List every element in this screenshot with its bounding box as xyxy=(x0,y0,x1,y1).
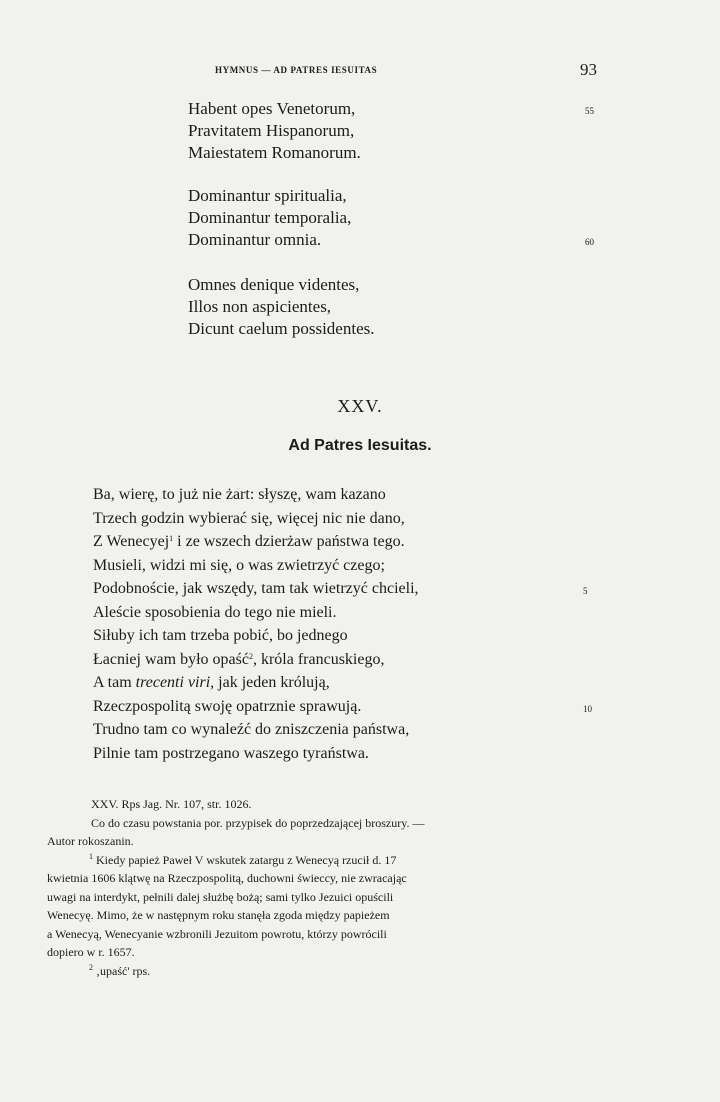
footnote-1-line: kwietnia 1606 klątwę na Rzeczpospolitą, duchowni świeccy, nie zwracając xyxy=(47,871,407,885)
line-number: 5 xyxy=(583,586,588,596)
footnote-ref: 1 xyxy=(169,534,174,543)
verse-line: Habent opes Venetorum, 55 xyxy=(188,98,608,120)
hymn-stanza xyxy=(188,98,608,164)
page-number: 93 xyxy=(580,60,597,79)
poem-line: A tam trecenti viri, jak jeden królują, xyxy=(93,674,330,691)
date-note-cont: Autor rokoszanin. xyxy=(47,834,134,848)
hymn-stanza xyxy=(188,274,608,340)
verse-line: Pravitatem Hispanorum, xyxy=(188,121,355,140)
line-number: 60 xyxy=(585,237,594,247)
date-note: Co do czasu powstania por. przypisek do poprzedzającej broszury. — xyxy=(91,815,425,830)
italic-phrase: trecenti viri, xyxy=(135,674,215,691)
verse-line: Dicunt caelum possidentes. xyxy=(188,319,375,338)
poem-line: Aleście sposobienia do tego nie mieli. xyxy=(93,603,337,621)
footnote-1-line: uwagi na interdykt, pełnili dalej służbę bożą; sami tylko Jezuici opuścili xyxy=(47,889,394,904)
footnote-1-line: a Wenecyą, Wenecyanie wzbronili Jezuitom powrotu, którzy powrócili xyxy=(47,926,387,941)
verse-line: Omnes denique videntes, xyxy=(188,275,360,294)
poem-line: Trzech godzin wybierać się, więcej nic nie dano, xyxy=(93,509,405,527)
verse-line: Illos non aspicientes, xyxy=(188,297,332,316)
line-number: 55 xyxy=(585,106,594,116)
footnote-1-line: dopiero w r. 1657. xyxy=(47,945,135,959)
poem-line: Ba, wierę, to już nie żart: słyszę, wam kazano xyxy=(93,486,386,503)
source-note: XXV. Rps Jag. Nr. 107, str. 1026. xyxy=(91,797,252,811)
poem-line: Z Wenecyej$^1$ i ze wszech dzierżaw państwa tego. xyxy=(93,533,405,550)
poem-title: Ad Patres Iesuitas. xyxy=(288,437,432,454)
poem-line: Siłuby ich tam trzeba pobić, bo jednego xyxy=(93,627,348,644)
verse-line: Maiestatem Romanorum. xyxy=(188,143,361,162)
running-head xyxy=(0,60,720,82)
poem-line: Musieli, widzi mi się, o was zwietrzyć czego; xyxy=(93,556,385,574)
poem-line: Podobnoście, jak wszędy, tam tak wietrzyć chcieli, 5 xyxy=(93,577,613,601)
footnote-mark: 1 xyxy=(89,851,93,861)
poem-line: Łacniej wam było opaść$^2$, króla francuskiego, xyxy=(93,650,385,668)
footnote-1: $^1$ Kiedy papież Paweł V wskutek zatargu z Wenecyą rzucił d. 17 xyxy=(89,851,397,867)
verse-line: Dominantur temporalia, xyxy=(188,208,352,227)
poem-numeral: XXV. xyxy=(337,396,383,416)
verse-line: Dominantur spiritualia, xyxy=(188,186,347,205)
poem-line: Rzeczpospolitą swoję opatrznie sprawują. 10 xyxy=(93,695,613,719)
footnote-2: $^2$ ‚upaść' rps. xyxy=(89,962,151,978)
verse-line: Dominantur omnia. 60 xyxy=(188,229,608,251)
poem-line: Trudno tam co wynaleźć do zniszczenia państwa, xyxy=(93,721,410,738)
footnote-mark: 2 xyxy=(89,962,93,972)
poem-line: Pilnie tam postrzegano waszego tyraństwa. xyxy=(93,744,369,762)
running-title: HYMNUS — AD PATRES IESUITAS xyxy=(215,65,378,75)
line-number: 10 xyxy=(583,703,592,714)
poem-body xyxy=(93,483,613,765)
footnotes xyxy=(47,795,607,980)
footnote-ref: 2 xyxy=(248,651,253,661)
footnote-1-line: Wenecyę. Mimo, że w następnym roku stanęła zgoda między papieżem xyxy=(47,908,390,922)
hymn-stanza xyxy=(188,185,608,251)
